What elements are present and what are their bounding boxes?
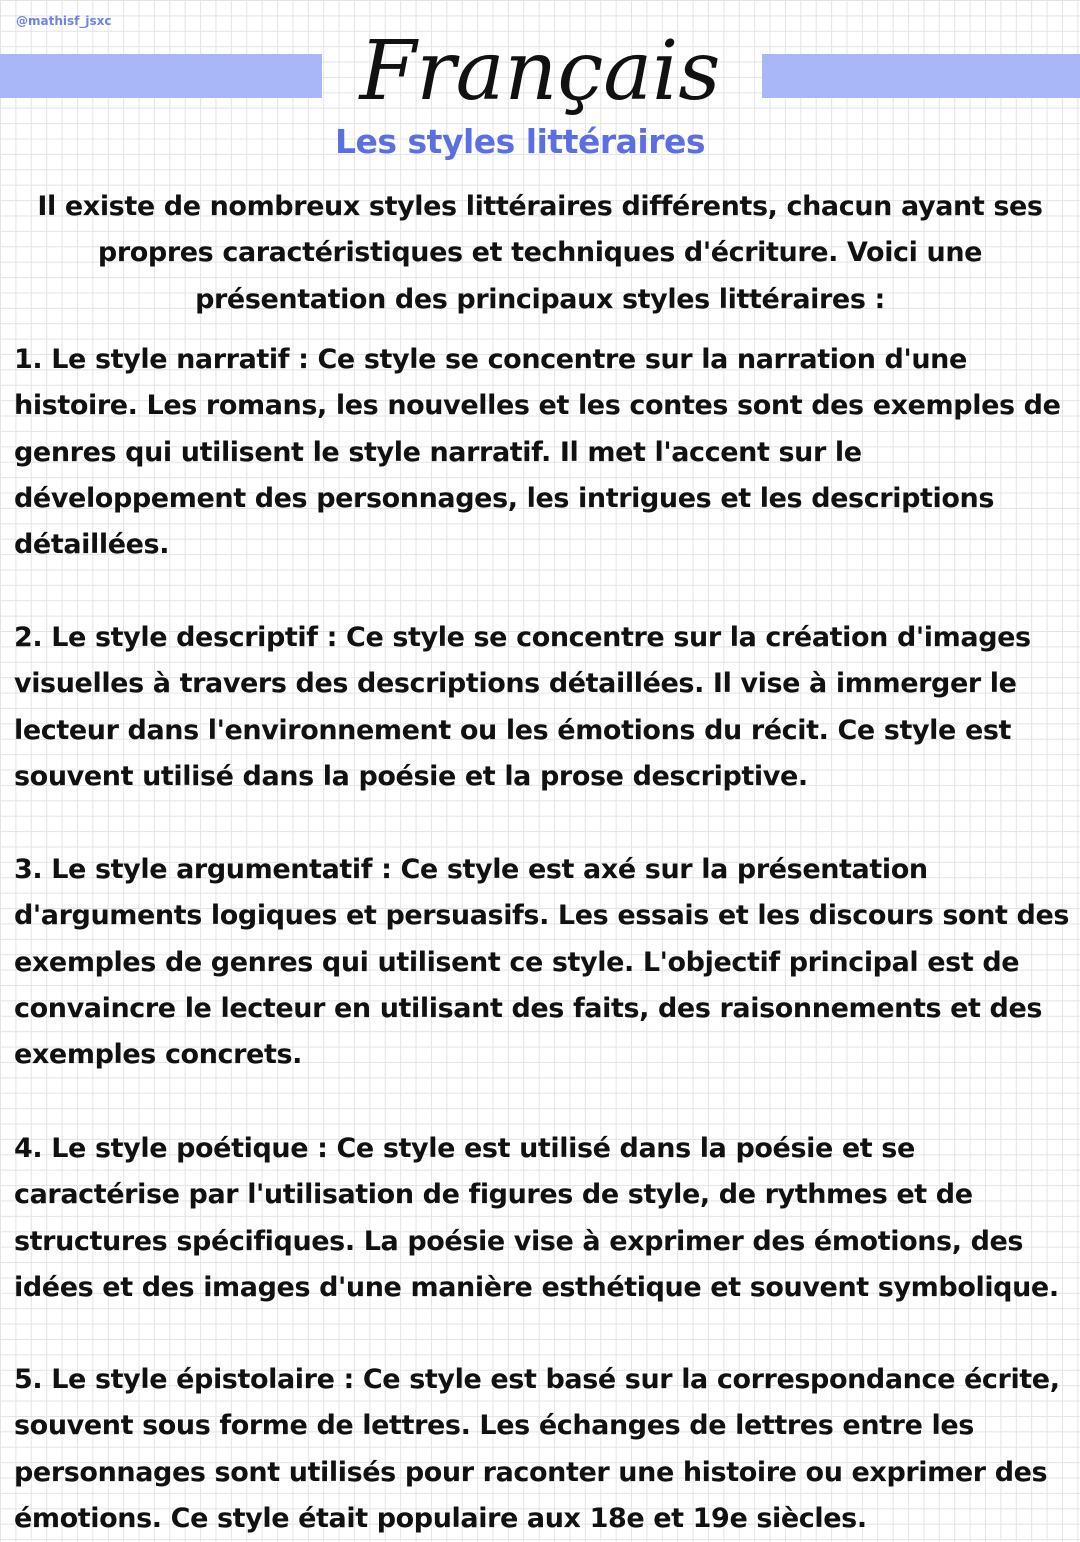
section-heading: 2. Le style descriptif : xyxy=(14,622,338,653)
section-text: Ce style est basé sur la correspondance écrite, souvent sous forme de lettres. Les échanges de lettres entre les personnages sont utilisés pour raconter une histoire ou exprimer des émotions. Ce style était populaire aux 18e et 19e siècles. xyxy=(14,1364,1060,1534)
section-text: Ce style se concentre sur la création d'images visuelles à travers des descriptions détaillées. Il vise à immerger le lecteur dans l'environnement ou les émotions du récit. Ce style est souvent utilisé dans la poésie et la prose descriptive. xyxy=(14,622,1031,792)
section-text: Ce style se concentre sur la narration d'une histoire. Les romans, les nouvelles et les contes sont des exemples de genres qui utilisent le style narratif. Il met l'accent sur le développement des personnages, les intrigues et les descriptions détaillées. xyxy=(14,344,1061,561)
section-descriptif xyxy=(14,615,1076,800)
section-poetique xyxy=(14,1126,1076,1311)
section-narratif xyxy=(14,337,1076,568)
section-heading: 1. Le style narratif : xyxy=(14,344,309,375)
intro-paragraph: Il existe de nombreux styles littéraires différents, chacun ayant ses propres caractéristiques et techniques d'écriture. Voici une présentation des principaux styles littéraires : xyxy=(37,191,1043,315)
page-title: Français xyxy=(359,24,721,119)
section-heading: 4. Le style poétique : xyxy=(14,1133,328,1164)
section-heading: 3. Le style argumentatif : xyxy=(14,854,392,885)
section-text: Ce style est axé sur la présentation d'arguments logiques et persuasifs. Les essais et les discours sont des exemples de genres qui utilisent ce style. L'objectif principal est de convaincre le lecteur en utilisant des faits, des raisonnements et des exemples concrets. xyxy=(14,854,1070,1071)
section-heading: 5. Le style épistolaire : xyxy=(14,1364,354,1395)
section-epistolaire xyxy=(14,1357,1076,1542)
section-text: Ce style est utilisé dans la poésie et se caractérise par l'utilisation de figures de style, de rythmes et de structures spécifiques. La poésie vise à exprimer des émotions, des idées et des images d'une manière esthétique et souvent symbolique. xyxy=(14,1133,1059,1303)
author-handle: @mathisf_jsxc xyxy=(16,14,112,28)
section-argumentatif xyxy=(14,847,1076,1078)
page-subtitle: Les styles littéraires xyxy=(335,122,705,161)
